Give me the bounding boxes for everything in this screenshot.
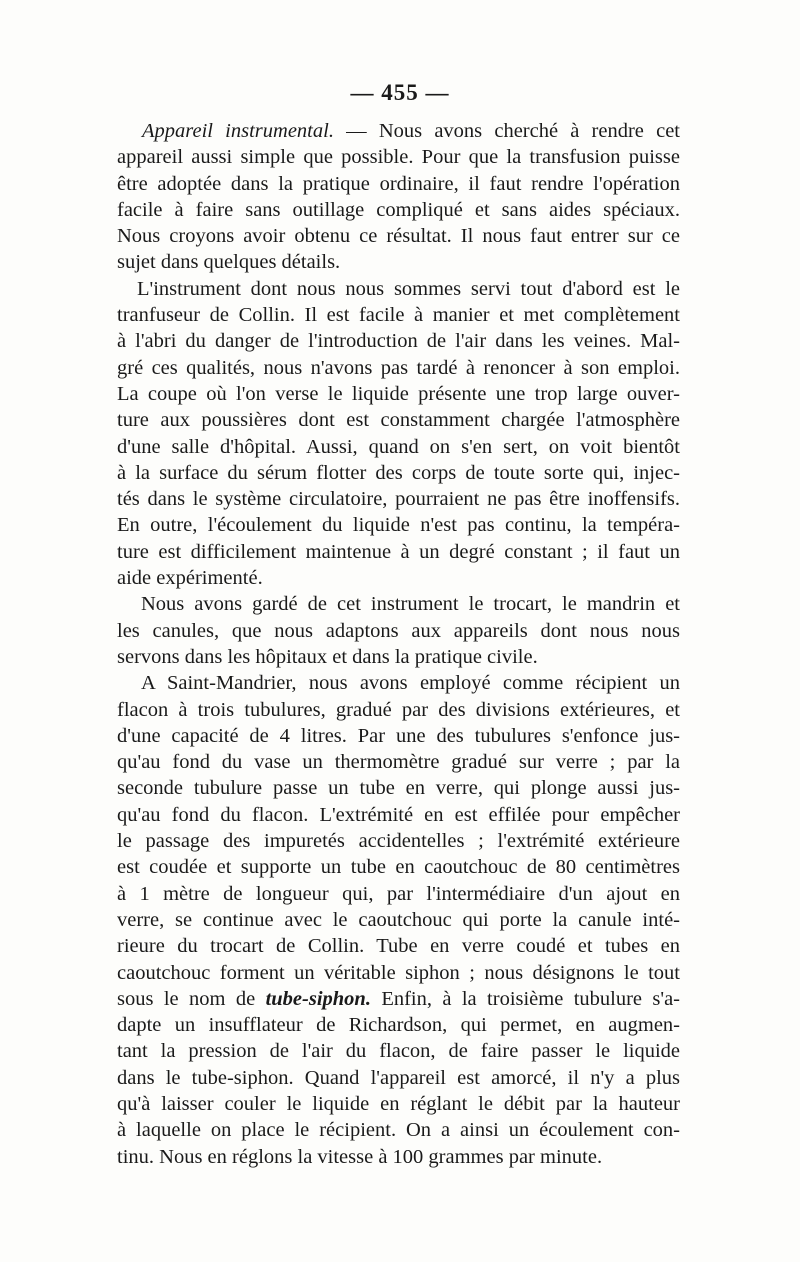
text-line: les canules, que nous adaptons aux appareils dont nous nous [117, 619, 680, 642]
text-line: sujet dans quelques détails. [117, 251, 341, 274]
text-line: ture aux poussières dont est constamment chargée l'atmosphère [117, 409, 680, 432]
section-heading: Appareil instrumental. [142, 120, 334, 142]
text-line: Nous croyons avoir obtenu ce résultat. Il nous faut entrer sur ce [117, 225, 680, 248]
text-line: d'une capacité de 4 litres. Par une des tubulures s'enfonce jus- [117, 724, 680, 747]
text-line: être adoptée dans la pratique ordinaire, il faut rendre l'opération [117, 172, 680, 195]
text-line: aide expérimenté. [117, 567, 263, 590]
text-line: verre, se continue avec le caoutchouc qui porte la canule inté- [117, 908, 680, 931]
text-line: servons dans les hôpitaux et dans la pratique civile. [117, 645, 538, 668]
text-line: flacon à trois tubulures, gradué par des divisions extérieures, et [117, 698, 680, 721]
text-line: dans le tube-siphon. Quand l'appareil est amorcé, il n'y a plus [117, 1066, 680, 1089]
text-line: tranfuseur de Collin. Il est facile à manier et met complètement [117, 304, 680, 327]
body-text [117, 118, 680, 1170]
text-line: gré ces qualités, nous n'avons pas tardé à renoncer à son emploi. [117, 356, 680, 379]
text-line: sous le nom de tube-siphon. Enfin, à la troisième tubulure s'a- [117, 987, 681, 1010]
text-line: qu'au fond du flacon. L'extrémité en est effilée pour empêcher [117, 803, 680, 826]
text-line: L'instrument dont nous nous sommes servi tout d'abord est le [137, 277, 680, 300]
text-line: qu'à laisser couler le liquide en réglant le débit par la hauteur [117, 1092, 680, 1115]
text-line: à l'abri du danger de l'introduction de l'air dans les veines. Mal- [117, 330, 680, 353]
text-line: Appareil instrumental. — Nous avons cherché à rendre cet [142, 120, 680, 142]
text-line: En outre, l'écoulement du liquide n'est pas continu, la tempéra- [117, 514, 680, 537]
text-line: facile à faire sans outillage compliqué et sans aides spéciaux. [117, 198, 680, 221]
text-line: qu'au fond du vase un thermomètre gradué sur verre ; par la [117, 751, 680, 774]
emphasis-term: tube-siphon. [265, 987, 371, 1010]
text-line: tant la pression de l'air du flacon, de faire passer le liquide [117, 1040, 680, 1063]
text-line: dapte un insufflateur de Richardson, qui permet, en augmen- [117, 1014, 680, 1037]
text-line: à la surface du sérum flotter des corps de toute sorte qui, injec- [117, 461, 680, 484]
text-line: A Saint-Mandrier, nous avons employé comme récipient un [141, 672, 680, 695]
text-line: caoutchouc forment un véritable siphon ; nous désignons le tout [117, 961, 680, 984]
text-line: Nous avons gardé de cet instrument le trocart, le mandrin et [141, 593, 680, 616]
text-line: le passage des impuretés accidentelles ; l'extrémité extérieure [117, 830, 680, 853]
text-line: seconde tubulure passe un tube en verre, qui plonge aussi jus- [117, 777, 680, 800]
text-line: à 1 mètre de longueur qui, par l'intermédiaire d'un ajout en [117, 882, 680, 905]
text-line: est coudée et supporte un tube en caoutchouc de 80 centimètres [117, 856, 680, 879]
text-line: rieure du trocart de Collin. Tube en verre coudé et tubes en [117, 935, 680, 958]
text-line: tés dans le système circulatoire, pourraient ne pas être inoffensifs. [117, 488, 680, 511]
text-line: ture est difficilement maintenue à un degré constant ; il faut un [117, 540, 680, 563]
text-line: d'une salle d'hôpital. Aussi, quand on s'en sert, on voit bientôt [117, 435, 680, 458]
text-line: à laquelle on place le récipient. On a ainsi un écoulement con- [117, 1119, 680, 1142]
page-number: — 455 — [350, 80, 450, 105]
text-line: appareil aussi simple que possible. Pour que la transfusion puisse [117, 146, 680, 169]
text-line: La coupe où l'on verse le liquide présente une trop large ouver- [117, 382, 680, 405]
text-line: tinu. Nous en réglons la vitesse à 100 grammes par minute. [117, 1145, 603, 1168]
